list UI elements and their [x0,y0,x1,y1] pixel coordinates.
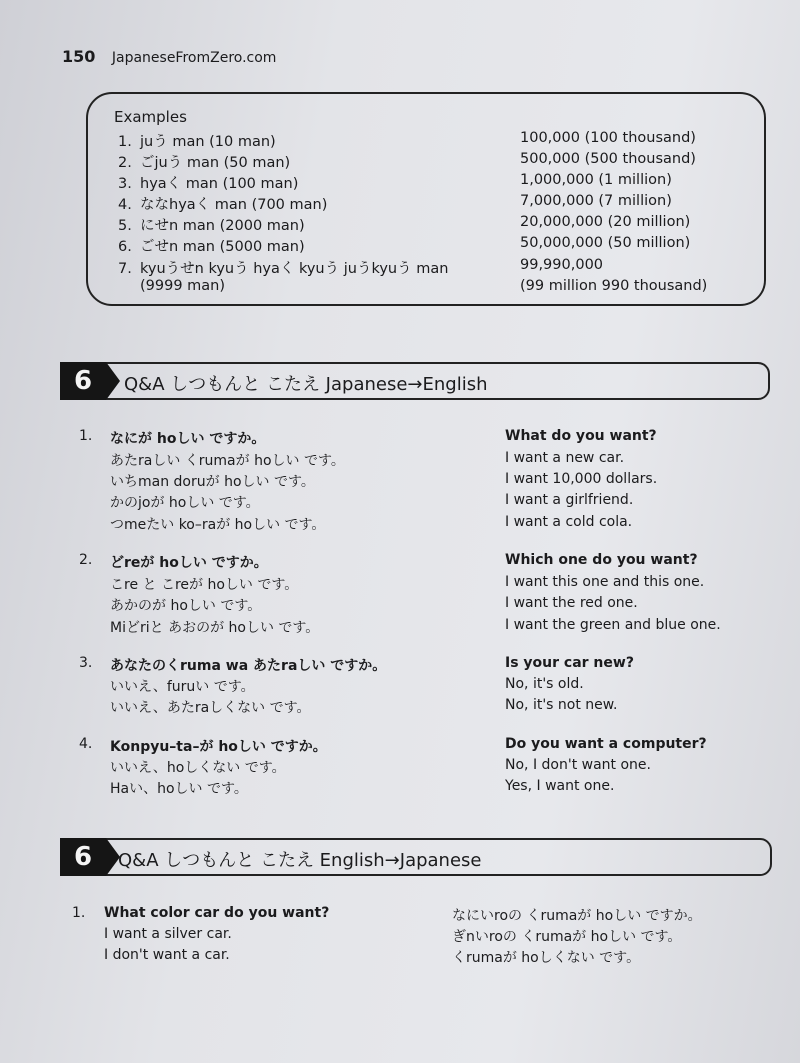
example-value-cont: (99 million 990 thousand) [520,278,708,294]
question-jp: あなたのくruma wa あたraしい ですか。 [110,658,387,674]
answer-jp: くrumaが hoしくない です。 [452,950,641,966]
example-value: 100,000 (100 thousand) [520,130,696,146]
answer-en: I want the green and blue one. [505,617,721,633]
page-number: 150 [62,47,96,66]
example-item-cont: (9999 man) [140,278,226,294]
answer-jp: いいえ、あたraしくない です。 [110,700,311,716]
answer-en: I want 10,000 dollars. [505,471,658,487]
answer-jp: Miどriと あおのが hoしい です。 [110,620,320,636]
answer-en: I want a girlfriend. [505,492,634,508]
answer-en: No, I don't want one. [505,757,651,773]
section-heading-en-jp [60,838,772,876]
question-jp: なにが hoしい ですか。 [110,431,266,447]
question-en: Do you want a computer? [505,736,707,752]
example-item: 6. ごせn man (5000 man) [118,239,305,255]
question-number: 3. [79,655,93,671]
example-value: 99,990,000 [520,257,604,273]
answer-jp: いいえ、hoしくない です。 [110,760,286,776]
answer-en: I want a silver car. [104,926,232,942]
site-name: JapaneseFromZero.com [111,50,277,66]
answer-en: Yes, I want one. [505,778,615,794]
example-value: 20,000,000 (20 million) [520,214,691,230]
section-title: Q&A しつもんと こたえ Japanese→English [124,374,488,395]
example-value: 500,000 (500 thousand) [520,151,696,167]
question-en: Which one do you want? [505,552,698,568]
question-en: What color car do you want? [104,905,330,921]
section-number: 6 [60,838,106,876]
example-item: 3. hyaく man (100 man) [118,176,299,192]
example-value: 1,000,000 (1 million) [520,172,672,188]
example-item: 2. ごjuう man (50 man) [118,155,291,171]
answer-en: I want this one and this one. [505,574,705,590]
question-number: 4. [79,736,93,752]
answer-jp: こre と こreが hoしい です。 [110,577,299,593]
answer-en: No, it's not new. [505,697,618,713]
examples-box [86,92,766,306]
answer-jp: かのjoが hoしい です。 [110,495,260,511]
section-title: Q&A しつもんと こたえ English→Japanese [118,850,482,871]
example-item: 5. にせn man (2000 man) [118,218,305,234]
answer-jp: Haい、hoしい です。 [110,781,248,797]
answer-jp: あたraしい くrumaが hoしい です。 [110,453,345,469]
example-item: 7. kyuうせn kyuう hyaく kyuう juうkyuう man [118,261,449,277]
example-item: 4. ななhyaく man (700 man) [118,197,328,213]
answer-en: I want the red one. [505,595,638,611]
answer-en: I want a new car. [505,450,625,466]
section-heading-jp-en [60,362,770,400]
example-value: 7,000,000 (7 million) [520,193,672,209]
answer-en: I don't want a car. [104,947,230,963]
page-header [62,47,276,66]
question-number: 2. [79,552,93,568]
answer-jp: あかのが hoしい です。 [110,598,262,614]
answer-en: No, it's old. [505,676,584,692]
question-jp: どreが hoしい ですか。 [110,555,268,571]
answer-en: I want a cold cola. [505,514,633,530]
answer-jp: つmeたい ko–raが hoしい です。 [110,517,326,533]
question-number: 1. [72,905,86,921]
answer-jp: いいえ、furuい です。 [110,679,255,695]
example-item: 1. juう man (10 man) [118,134,276,150]
answer-jp: いちman doruが hoしい です。 [110,474,315,490]
question-en: What do you want? [505,428,657,444]
examples-title: Examples [114,108,187,126]
answer-jp: ぎnいroの くrumaが hoしい です。 [452,929,682,945]
question-jp: なにいroの くrumaが hoしい ですか。 [452,908,702,924]
example-value: 50,000,000 (50 million) [520,235,691,251]
question-number: 1. [79,428,93,444]
question-en: Is your car new? [505,655,634,671]
section-number: 6 [60,362,106,400]
question-jp: Konpyu–ta–が hoしい ですか。 [110,739,327,755]
